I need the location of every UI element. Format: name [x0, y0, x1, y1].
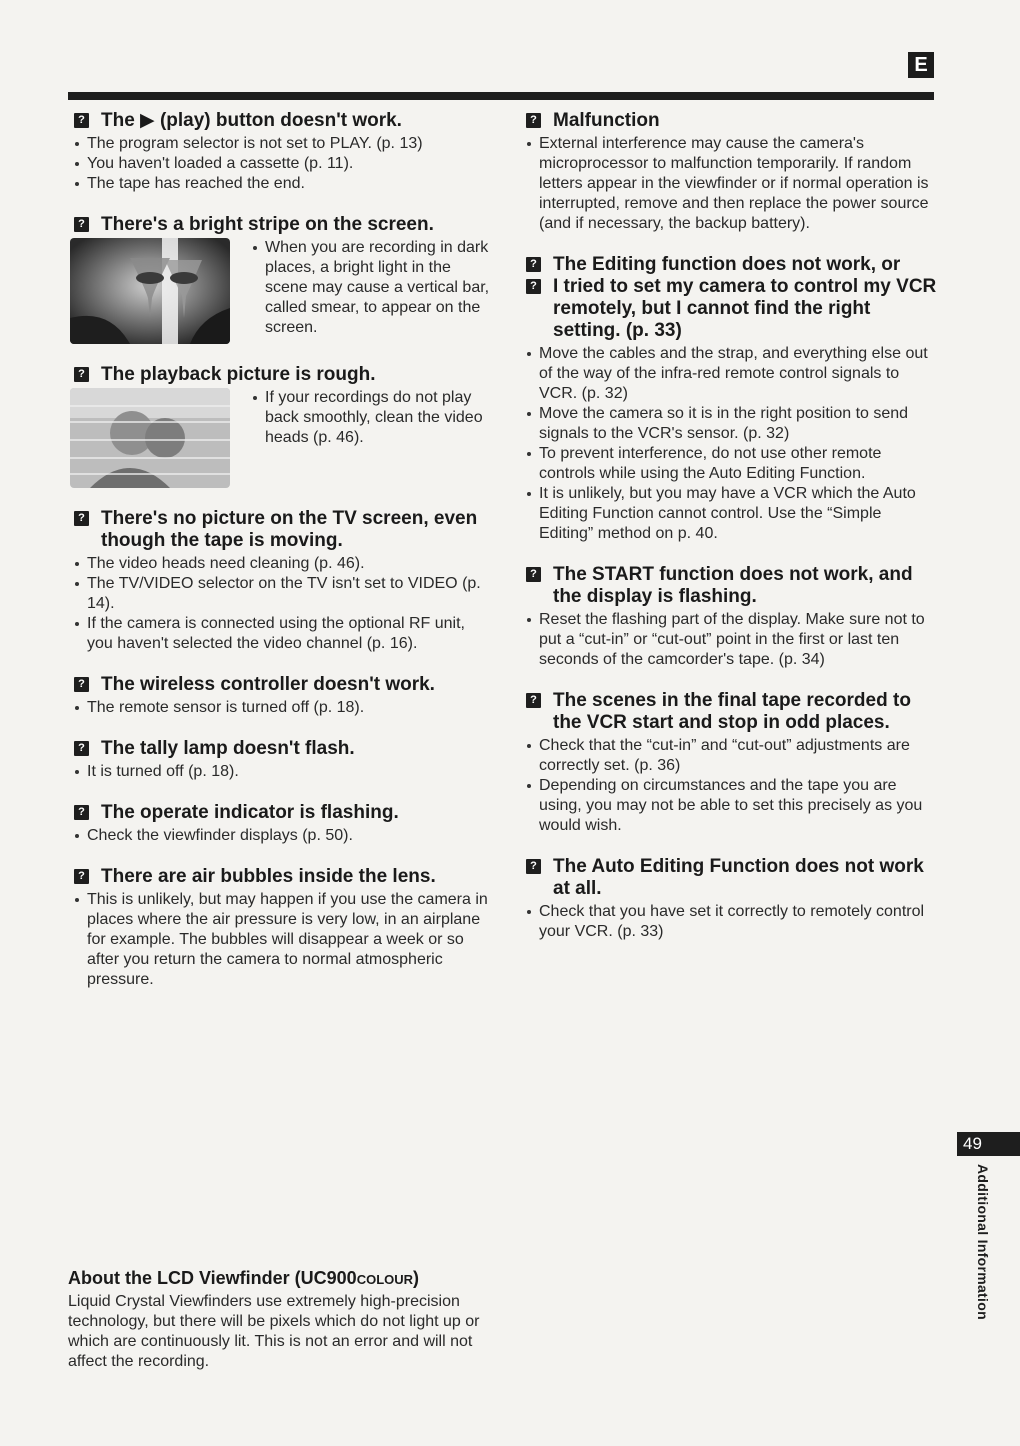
bullet-item: The video heads need cleaning (p. 46).: [70, 554, 490, 574]
question-icon: ?: [74, 677, 89, 692]
section-play-button: [70, 110, 490, 194]
bullet-item: The tape has reached the end.: [70, 174, 490, 194]
section-heading: ? There are air bubbles inside the lens.: [70, 866, 490, 888]
question-icon: ?: [74, 217, 89, 232]
right-column: [522, 110, 938, 962]
section-heading: ? The tally lamp doesn't flash.: [70, 738, 490, 760]
bullet-list: [522, 902, 938, 942]
section-heading: ? Malfunction: [522, 110, 938, 132]
section-heading: ? The Auto Editing Function does not work at all.: [522, 856, 938, 900]
section-tally-lamp: [70, 738, 490, 782]
bullet-item: Move the cables and the strap, and everything else out of the way of the infra-red remote control signals to VCR. (p. 32): [522, 344, 938, 404]
bullet-item: It is turned off (p. 18).: [70, 762, 490, 782]
bullet-list: [70, 698, 490, 718]
bullet-list: [522, 610, 938, 670]
bullet-item: If your recordings do not play back smoothly, clean the video heads (p. 46).: [248, 388, 490, 448]
bullet-item: Check the viewfinder displays (p. 50).: [70, 826, 490, 846]
bullet-list: [70, 554, 490, 654]
header-rule: [68, 92, 934, 100]
page-number: 49: [957, 1132, 1020, 1156]
smear-example-photo: [70, 238, 230, 344]
section-bright-stripe: [70, 214, 490, 344]
question-icon: ?: [526, 257, 541, 272]
section-odd-places: [522, 690, 938, 836]
bullet-item: If the camera is connected using the optional RF unit, you haven't selected the video channel (p. 16).: [70, 614, 490, 654]
bullet-list: [522, 344, 938, 544]
bullet-list: [248, 238, 490, 344]
section-heading: ? There's a bright stripe on the screen.: [70, 214, 490, 236]
bullet-item: External interference may cause the camera's microprocessor to malfunction temporarily. If random letters appear in the viewfinder or if normal operation is interrupted, remove and then replace the power source (and if necessary, the backup battery).: [522, 134, 938, 234]
section-side-label: Additional Information: [975, 1164, 991, 1320]
bullet-list: [70, 890, 490, 990]
section-heading: ? The playback picture is rough.: [70, 364, 490, 386]
lcd-note-body: Liquid Crystal Viewfinders use extremely high-precision technology, but there will be pixels which do not light up or which are continuously lit. This is not an error and will not affect the recording.: [68, 1293, 480, 1370]
question-icon: ?: [74, 869, 89, 884]
section-wireless-controller: [70, 674, 490, 718]
bullet-list: [248, 388, 490, 488]
question-icon: ?: [74, 113, 89, 128]
bullet-item: Reset the flashing part of the display. Make sure not to put a “cut-in” or “cut-out” point in the first or last ten seconds of the camcorder's tape. (p. 34): [522, 610, 938, 670]
section-heading: ? The wireless controller doesn't work.: [70, 674, 490, 696]
bullet-item: You haven't loaded a cassette (p. 11).: [70, 154, 490, 174]
section-heading: ? There's no picture on the TV screen, even though the tape is moving.: [70, 508, 490, 552]
bullet-item: The program selector is not set to PLAY. (p. 13): [70, 134, 490, 154]
bullet-item: To prevent interference, do not use other remote controls while using the Auto Editing Function.: [522, 444, 938, 484]
question-icon: ?: [526, 567, 541, 582]
bullet-item: It is unlikely, but you may have a VCR which the Auto Editing Function cannot control. Use the “Simple Editing” method on p. 40.: [522, 484, 938, 544]
bullet-list: [70, 762, 490, 782]
bullet-item: The TV/VIDEO selector on the TV isn't set to VIDEO (p. 14).: [70, 574, 490, 614]
section-playback-rough: [70, 364, 490, 488]
question-icon: ?: [74, 741, 89, 756]
question-icon: ?: [74, 367, 89, 382]
section-start-function: [522, 564, 938, 670]
section-heading: ? The Editing function does not work, or: [522, 254, 938, 276]
bullet-list: [522, 134, 938, 234]
section-air-bubbles: [70, 866, 490, 990]
bullet-item: Move the camera so it is in the right position to send signals to the VCR's sensor. (p. 32): [522, 404, 938, 444]
section-heading: ? The scenes in the final tape recorded to the VCR start and stop in odd places.: [522, 690, 938, 734]
question-icon: ?: [74, 511, 89, 526]
bullet-item: When you are recording in dark places, a bright light in the scene may cause a vertical bar, called smear, to appear on the screen.: [248, 238, 490, 338]
bullet-item: The remote sensor is turned off (p. 18).: [70, 698, 490, 718]
language-badge: E: [908, 52, 934, 78]
lcd-note-title: About the LCD Viewfinder (UC900COLOUR): [68, 1268, 420, 1288]
bullet-item: Depending on circumstances and the tape you are using, you may not be able to set this precisely as you would wish.: [522, 776, 938, 836]
bullet-list: [70, 134, 490, 194]
rough-playback-photo: [70, 388, 230, 488]
bullet-list: [70, 826, 490, 846]
section-editing-function: [522, 254, 938, 544]
section-auto-editing: [522, 856, 938, 942]
section-operate-indicator: [70, 802, 490, 846]
bullet-item: This is unlikely, but may happen if you use the camera in places where the air pressure is very low, in an airplane for example. The bubbles will disappear a week or so after you return the camera to normal atmospheric pressure.: [70, 890, 490, 990]
question-icon: ?: [526, 279, 541, 294]
section-heading: ? The ▶ (play) button doesn't work.: [70, 110, 490, 132]
bullet-item: Check that the “cut-in” and “cut-out” adjustments are correctly set. (p. 36): [522, 736, 938, 776]
section-heading: ? The START function does not work, and the display is flashing.: [522, 564, 938, 608]
bullet-list: [522, 736, 938, 836]
lcd-viewfinder-note: [68, 1266, 488, 1372]
question-icon: ?: [526, 859, 541, 874]
question-icon: ?: [74, 805, 89, 820]
bullet-item: Check that you have set it correctly to remotely control your VCR. (p. 33): [522, 902, 938, 942]
left-column: [70, 110, 490, 1010]
section-no-tv-picture: [70, 508, 490, 654]
question-icon: ?: [526, 113, 541, 128]
section-heading: ? The operate indicator is flashing.: [70, 802, 490, 824]
section-heading: ? I tried to set my camera to control my VCR remotely, but I cannot find the right setting. (p. 33): [522, 276, 938, 342]
section-malfunction: [522, 110, 938, 234]
question-icon: ?: [526, 693, 541, 708]
